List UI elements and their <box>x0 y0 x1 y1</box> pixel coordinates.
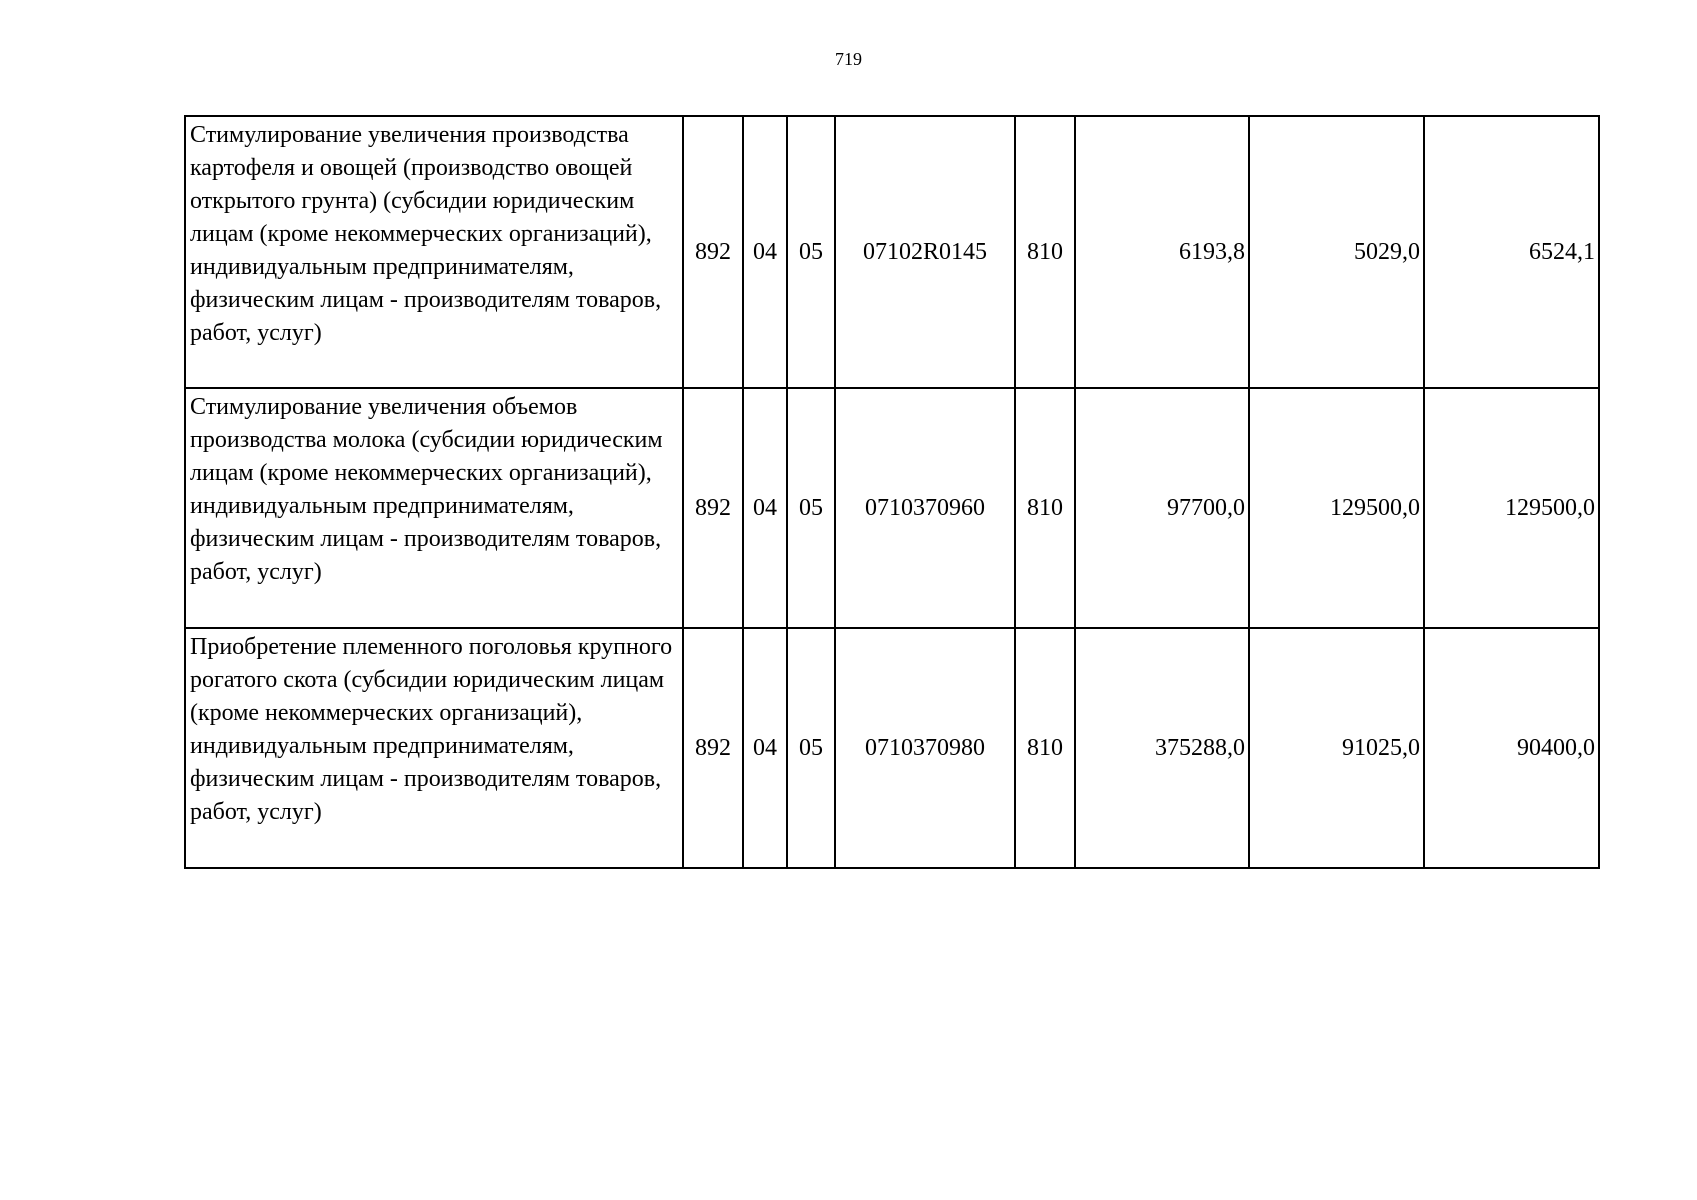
amount-1: 97700,0 <box>1075 388 1249 628</box>
page-number: 719 <box>835 49 862 69</box>
amount-3: 90400,0 <box>1424 628 1599 868</box>
amount-2: 5029,0 <box>1249 116 1424 388</box>
section-code: 04 <box>743 116 787 388</box>
subsection-code: 05 <box>787 388 835 628</box>
ministry-code: 892 <box>683 628 743 868</box>
amount-3: 129500,0 <box>1424 388 1599 628</box>
subsection-code: 05 <box>787 116 835 388</box>
subsection-code: 05 <box>787 628 835 868</box>
section-code: 04 <box>743 388 787 628</box>
target-article-code: 0710370960 <box>835 388 1015 628</box>
row-description: Стимулирование увеличения производства картофеля и овощей (производство овощей открытого грунта) (субсидии юридическим лицам (кроме некоммерческих организаций), индивидуальным предпринимателям, физическим лицам - производителям товаров, работ, услуг) <box>185 116 683 388</box>
amount-2: 129500,0 <box>1249 388 1424 628</box>
budget-table <box>184 115 1600 869</box>
table-row <box>185 628 1599 868</box>
expense-type-code: 810 <box>1015 116 1075 388</box>
target-article-code: 0710370980 <box>835 628 1015 868</box>
amount-1: 6193,8 <box>1075 116 1249 388</box>
row-description: Стимулирование увеличения объемов производства молока (субсидии юридическим лицам (кроме некоммерческих организаций), индивидуальным предпринимателям, физическим лицам - производителям товаров, работ, услуг) <box>185 388 683 628</box>
ministry-code: 892 <box>683 116 743 388</box>
amount-2: 91025,0 <box>1249 628 1424 868</box>
amount-1: 375288,0 <box>1075 628 1249 868</box>
section-code: 04 <box>743 628 787 868</box>
row-description: Приобретение племенного поголовья крупного рогатого скота (субсидии юридическим лицам (кроме некоммерческих организаций), индивидуальным предпринимателям, физическим лицам - производителям товаров, работ, услуг) <box>185 628 683 868</box>
table-row <box>185 116 1599 388</box>
expense-type-code: 810 <box>1015 628 1075 868</box>
table-row <box>185 388 1599 628</box>
expense-type-code: 810 <box>1015 388 1075 628</box>
target-article-code: 07102R0145 <box>835 116 1015 388</box>
amount-3: 6524,1 <box>1424 116 1599 388</box>
ministry-code: 892 <box>683 388 743 628</box>
